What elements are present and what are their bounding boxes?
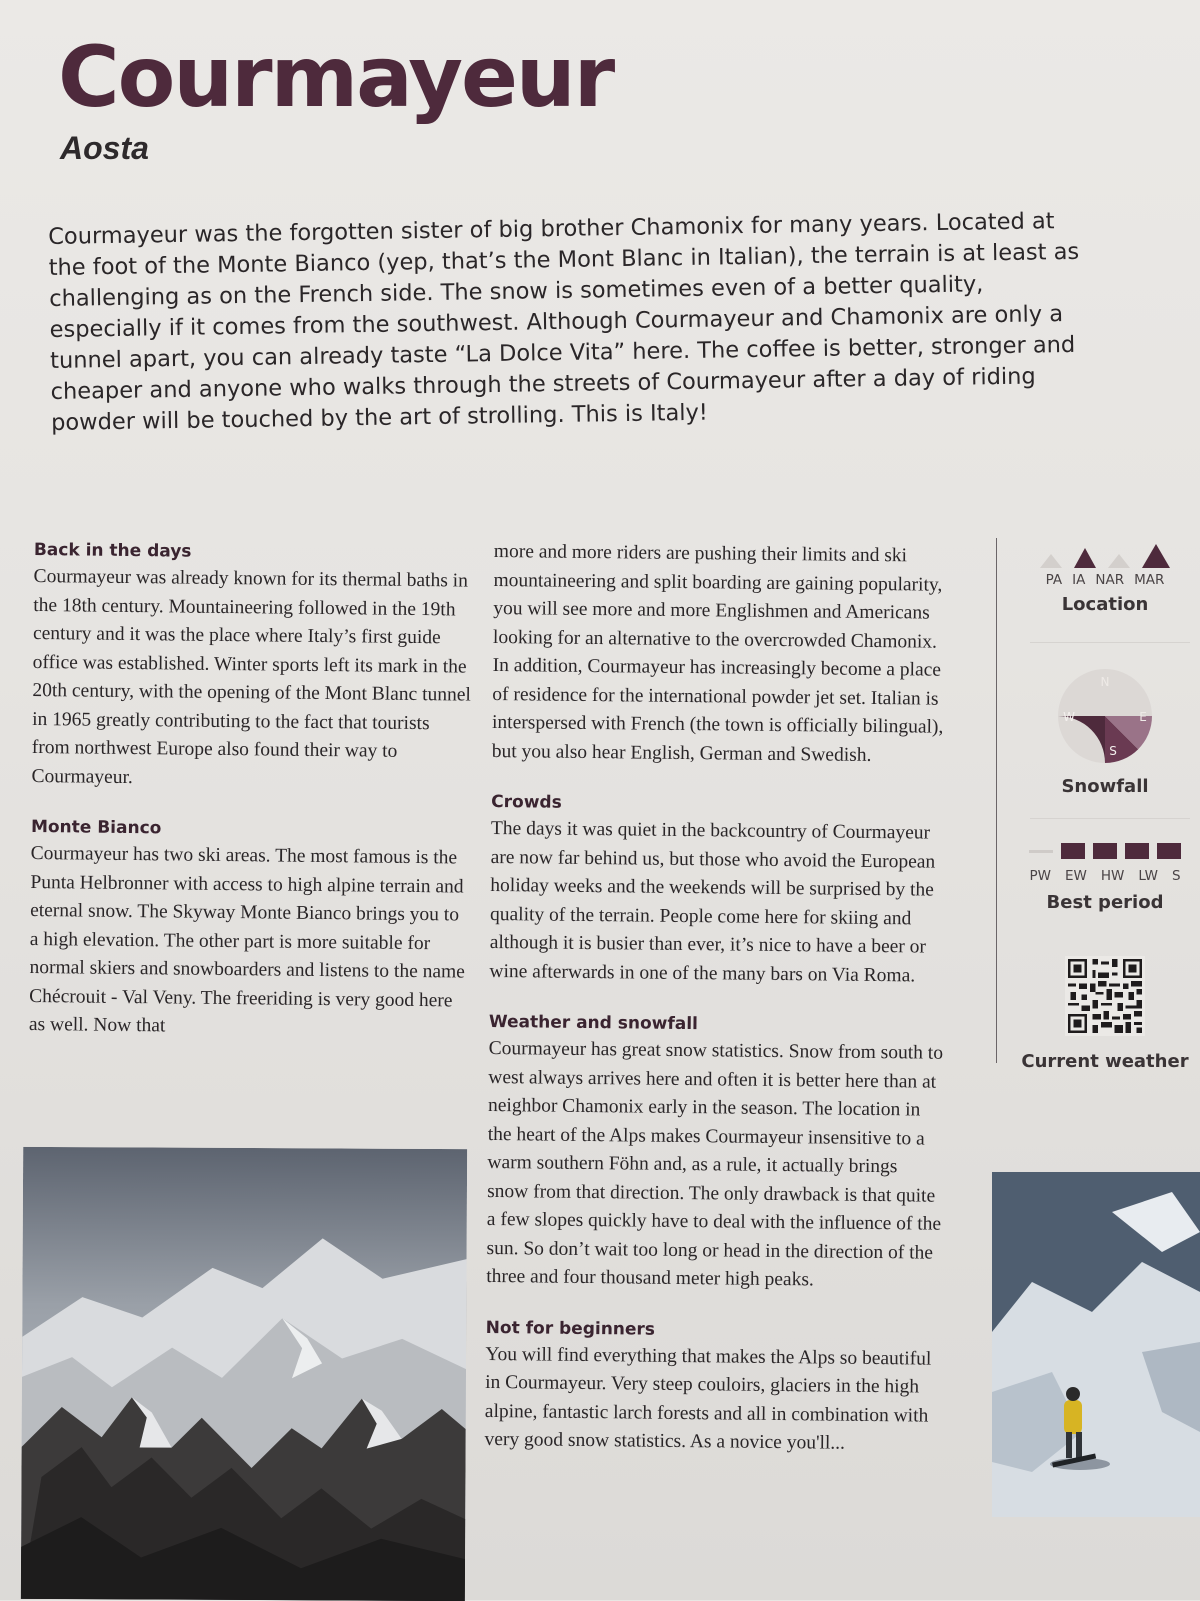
page-subtitle: Aosta: [60, 130, 149, 166]
period-code: EW: [1064, 868, 1087, 884]
period-bar: [1093, 843, 1117, 859]
period-code: LW: [1138, 868, 1158, 884]
period-bars: [1010, 842, 1200, 860]
location-widget: [1010, 540, 1200, 615]
intro-paragraph: Courmayeur was the forgotten sister of big brother Chamonix for many years. Located at the foot of the Monte Bianco (yep, that’s the Mont Blanc in Italian), the terrain is at least as challenging as on the French side. The snow is sometimes even of a better quality, especially if it comes from the southwest. Although Courmayeur and Chamonix are only a tunnel apart, you can already taste “La Dolce Vita” here. The coffee is better, stronger and cheaper and anyone who walks through the streets of Courmayeur after a day of riding powder will be touched by the art of strolling. This is Italy!: [48, 208, 1080, 436]
period-bar: [1157, 843, 1181, 859]
location-code: PA: [1045, 572, 1063, 588]
location-label: Location: [1061, 594, 1149, 615]
period-bar: [1029, 850, 1053, 853]
current-weather-widget[interactable]: [1010, 956, 1200, 1072]
snowfall-direction: S: [1109, 744, 1117, 758]
sidebar-separator: [1030, 818, 1190, 819]
section-heading-beginners: Not for beginners: [485, 1317, 656, 1340]
section-body-monte-bianco-continued: more and more riders are pushing their limits and ski mountaineering and split boarding are gaining popularity, you will see more and more Englishmen and Americans looking for an alternative to the overcrowded Chamonix. In addition, Courmayeur has increasingly become a place of residence for the international powder jet set. Italian is interspersed with French (the town is officially bilingual), but you also hear English, German and Swedish.: [491, 540, 944, 766]
period-bar: [1125, 843, 1149, 859]
compass-pie-icon: [1057, 668, 1153, 764]
period-code: S: [1171, 868, 1181, 884]
section-body-beginners: You will find everything that makes the Alps so beautiful in Courmayeur. Very steep couloirs, glaciers in the high alpine, fantastic larch forests and all in combination with very good snow statistics. As a novice you'll...: [484, 1343, 932, 1454]
page-title: Courmayeur: [58, 28, 614, 126]
qr-code-icon[interactable]: [1065, 956, 1145, 1036]
left-column: [28, 540, 473, 1070]
location-code: NAR: [1095, 572, 1125, 588]
location-code: IA: [1072, 572, 1086, 588]
section-heading-monte-bianco: Monte Bianco: [30, 816, 162, 839]
mountain-triangle-icon: [1108, 554, 1130, 568]
best-period-widget: [1010, 842, 1200, 913]
snowfall-direction: E: [1139, 710, 1147, 724]
snowfall-direction: N: [1100, 675, 1110, 689]
sidebar-separator: [1030, 642, 1190, 643]
location-code: MAR: [1134, 572, 1165, 588]
section-body-back-in-the-days: Courmayeur was already known for its thermal baths in the 18th century. Mountaineering followed in the 19th century and it was the place where Italy’s first guide office was established. Winter sports left its mark in the 20th century, with the opening of the Mont Blanc tunnel in 1965 greatly contributing to the fact that tourists from northwest Europe also found their way to Courmayeur.: [31, 565, 471, 788]
mountain-photo: [21, 1147, 467, 1601]
snowfall-widget: [1010, 668, 1200, 797]
period-code: HW: [1100, 868, 1125, 884]
mountain-triangle-icon: [1040, 554, 1062, 568]
mountain-triangle-icon: [1074, 548, 1096, 568]
section-body-crowds: The days it was quiet in the backcountry of Courmayeur are now far behind us, but those who avoid the European holiday weeks and the weekends will be surprised by the quality of the terrain. People come here for skiing and although it is busier than ever, it’s nice to have a beer or wine afterwards in one of the many bars on Via Roma.: [489, 817, 936, 986]
current-weather-label: Current weather: [1021, 1051, 1189, 1072]
section-heading-weather: Weather and snowfall: [488, 1011, 699, 1035]
period-bar: [1061, 843, 1085, 859]
sidebar-divider: [996, 538, 997, 1063]
location-triangles: [1010, 540, 1200, 568]
period-code: PW: [1029, 868, 1051, 884]
middle-column: [484, 538, 949, 1485]
snowfall-label: Snowfall: [1061, 776, 1149, 797]
section-body-monte-bianco: Courmayeur has two ski areas. The most famous is the Punta Helbronner with access to high alpine terrain and eternal snow. The Skyway Monte Bianco brings you to a high elevation. The other part is more suitable for normal skiers and snowboarders and listens to the name Chécrouit - Val Veny. The freeriding is very good here as well. Now that: [28, 842, 466, 1037]
snowfall-direction: W: [1063, 710, 1075, 724]
snowboarder-photo: [992, 1172, 1200, 1517]
mountain-triangle-icon: [1142, 544, 1170, 568]
section-body-weather: Courmayeur has great snow statistics. Snow from south to west always arrives here and often it is better here than at neighbor Chamonix early in the season. The location in the heart of the Alps makes Courmayeur insensitive to a warm southern Föhn and, as a rule, it actually brings snow from that direction. The only drawback is that quite a few slopes quickly have to deal with the influence of the sun. So don’t wait too long or head in the direction of the three and four thousand meter high peaks.: [486, 1037, 944, 1291]
section-heading-back-in-the-days: Back in the days: [33, 540, 192, 562]
section-heading-crowds: Crowds: [491, 791, 562, 813]
best-period-label: Best period: [1046, 892, 1164, 913]
